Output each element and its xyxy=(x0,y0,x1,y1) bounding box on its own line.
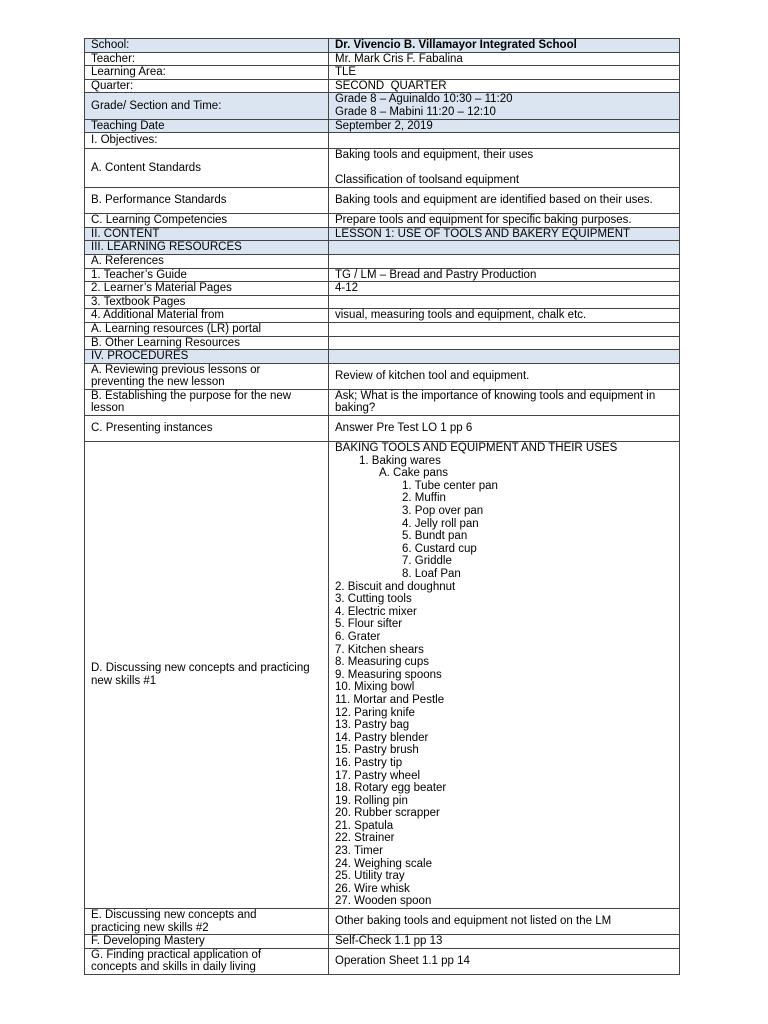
tools-list-item: 17. Pastry wheel xyxy=(335,769,421,782)
value-school: Dr. Vivencio B. Villamayor Integrated School xyxy=(329,39,680,53)
label-teacher: Teacher: xyxy=(85,52,329,66)
value-content-standards xyxy=(329,149,680,188)
tools-list-item: 8. Loaf Pan xyxy=(402,568,461,580)
tools-list-item: 3. Pop over pan xyxy=(402,505,484,518)
tools-list-item: 11. Mortar and Pestle xyxy=(335,693,445,706)
tools-list-item: 8. Measuring cups xyxy=(335,656,429,669)
content-standards-line-1: Baking tools and equipment, their uses xyxy=(335,149,534,162)
label-reviewing xyxy=(85,363,329,389)
tools-list-item: 15. Pastry brush xyxy=(335,744,419,757)
row-reviewing xyxy=(85,363,680,389)
tools-list-item: 25. Utility tray xyxy=(335,870,405,883)
value-application: Operation Sheet 1.1 pp 14 xyxy=(329,948,680,974)
row-objectives-heading xyxy=(85,133,680,149)
tools-list-item: 21. Spatula xyxy=(335,819,394,832)
tools-list-item: 4. Jelly roll pan xyxy=(402,517,479,530)
row-learners-material xyxy=(85,282,680,296)
value-reviewing: Review of kitchen tool and equipment. xyxy=(329,363,680,389)
value-grade-section xyxy=(329,93,680,119)
tools-list-item: 26. Wire whisk xyxy=(335,882,410,895)
label-textbook-pages: 3. Textbook Pages xyxy=(85,295,329,309)
label-learning-area: Learning Area: xyxy=(85,66,329,80)
row-performance-standards xyxy=(85,188,680,214)
label-additional-material: 4. Additional Material from xyxy=(85,309,329,323)
grade-line-2: Grade 8 – Mabini 11:20 – 12:10 xyxy=(335,105,496,118)
value-establishing: Ask; What is the importance of knowing tools and equipment in baking? xyxy=(329,389,680,415)
label-other-resources: B. Other Learning Resources xyxy=(85,336,329,350)
row-school xyxy=(85,39,680,53)
value-textbook-pages xyxy=(329,295,680,309)
value-quarter: SECOND QUARTER xyxy=(329,79,680,93)
row-teachers-guide xyxy=(85,268,680,282)
value-additional-material: visual, measuring tools and equipment, chalk etc. xyxy=(329,309,680,323)
tools-list-item: 14. Pastry blender xyxy=(335,731,429,744)
tools-list-item: 3. Cutting tools xyxy=(335,593,412,606)
row-quarter xyxy=(85,79,680,93)
tools-list-item: 5. Flour sifter xyxy=(335,618,403,631)
label-application xyxy=(85,948,329,974)
content-standards-line-2 xyxy=(335,162,673,175)
value-other-resources xyxy=(329,336,680,350)
tools-list-item: 12. Paring knife xyxy=(335,706,415,719)
row-presenting xyxy=(85,416,680,442)
value-learners-material: 4-12 xyxy=(329,282,680,296)
row-discussing-2 xyxy=(85,909,680,935)
value-discussing-2: Other baking tools and equipment not listed on the LM xyxy=(329,909,680,935)
tools-list-item: 2. Muffin xyxy=(402,492,446,505)
label-quarter: Quarter: xyxy=(85,79,329,93)
value-learning-area: TLE xyxy=(329,66,680,80)
label-teaching-date: Teaching Date xyxy=(85,119,329,133)
value-mastery: Self-Check 1.1 pp 13 xyxy=(329,935,680,949)
label-presenting: C. Presenting instances xyxy=(85,416,329,442)
tools-list-item: 7. Griddle xyxy=(402,555,452,568)
label-performance-standards: B. Performance Standards xyxy=(85,188,329,214)
row-additional-material xyxy=(85,309,680,323)
objectives-empty xyxy=(329,133,680,149)
tools-list-item: 24. Weighing scale xyxy=(335,857,432,870)
tools-list-item: 18. Rotary egg beater xyxy=(335,782,447,795)
row-textbook-pages xyxy=(85,295,680,309)
learning-resources-heading: III. LEARNING RESOURCES xyxy=(85,241,329,255)
row-learning-competencies xyxy=(85,214,680,228)
learning-resources-empty xyxy=(329,241,680,255)
value-learning-competencies: Prepare tools and equipment for specific baking purposes. xyxy=(329,214,680,228)
reviewing-line-1: A. Reviewing previous lessons or xyxy=(91,363,261,376)
value-lr-portal xyxy=(329,322,680,336)
label-discussing-1: D. Discussing new concepts and practicing new skills #1 xyxy=(85,442,329,909)
tools-list-item: 4. Electric mixer xyxy=(335,605,417,618)
row-learning-area xyxy=(85,66,680,80)
tools-list-item: 27. Wooden spoon xyxy=(335,895,432,908)
lesson-plan-table xyxy=(84,38,680,975)
tools-list-item: 1. Tube center pan xyxy=(402,479,498,492)
label-grade-section: Grade/ Section and Time: xyxy=(85,93,329,119)
grade-line-1: Grade 8 – Aguinaldo 10:30 – 11:20 xyxy=(335,93,513,106)
label-learning-competencies: C. Learning Competencies xyxy=(85,214,329,228)
tools-list-item: 2. Biscuit and doughnut xyxy=(335,580,456,593)
label-lr-portal: A. Learning resources (LR) portal xyxy=(85,322,329,336)
value-performance-standards: Baking tools and equipment are identified based on their uses. xyxy=(329,188,680,214)
row-grade-section xyxy=(85,93,680,119)
value-teachers-guide: TG / LM – Bread and Pastry Production xyxy=(329,268,680,282)
tools-list-item: 7. Kitchen shears xyxy=(335,643,424,656)
row-mastery xyxy=(85,935,680,949)
row-teacher xyxy=(85,52,680,66)
label-content: II. CONTENT xyxy=(85,227,329,241)
row-teaching-date xyxy=(85,119,680,133)
row-establishing xyxy=(85,389,680,415)
tools-list-item: 6. Grater xyxy=(335,630,381,643)
tools-list-item: 22. Strainer xyxy=(335,832,395,845)
procedures-empty xyxy=(329,350,680,364)
row-learning-resources-heading xyxy=(85,241,680,255)
tools-list-item: 20. Rubber scrapper xyxy=(335,807,440,820)
tools-list-item: 9. Measuring spoons xyxy=(335,668,442,681)
value-references xyxy=(329,254,680,268)
label-references: A. References xyxy=(85,254,329,268)
value-content: LESSON 1: USE OF TOOLS AND BAKERY EQUIPMENT xyxy=(329,227,680,241)
label-establishing: B. Establishing the purpose for the new lesson xyxy=(85,389,329,415)
application-line-2: concepts and skills in daily living xyxy=(91,961,256,974)
tools-list-item: 5. Bundt pan xyxy=(402,530,468,543)
tools-list-item: 23. Timer xyxy=(335,845,383,858)
row-content xyxy=(85,227,680,241)
tools-list-item: BAKING TOOLS AND EQUIPMENT AND THEIR USES xyxy=(335,442,618,455)
tools-list-item: 6. Custard cup xyxy=(402,542,477,555)
tools-list-item: 13. Pastry bag xyxy=(335,719,410,732)
discussing-2-line-1: E. Discussing new concepts and xyxy=(91,909,257,922)
tools-list-item: A. Cake pans xyxy=(379,467,449,480)
discussing-2-line-2: practicing new skills #2 xyxy=(91,921,209,934)
label-learners-material: 2. Learner’s Material Pages xyxy=(85,282,329,296)
tools-list-item: 16. Pastry tip xyxy=(335,756,403,769)
application-line-1: G. Finding practical application of xyxy=(91,948,262,961)
tools-list-item: 19. Rolling pin xyxy=(335,794,408,807)
label-teachers-guide: 1. Teacher’s Guide xyxy=(85,268,329,282)
objectives-heading: I. Objectives: xyxy=(85,133,329,149)
label-discussing-2 xyxy=(85,909,329,935)
tools-list-item: 10. Mixing bowl xyxy=(335,681,415,694)
value-presenting: Answer Pre Test LO 1 pp 6 xyxy=(329,416,680,442)
label-mastery: F. Developing Mastery xyxy=(85,935,329,949)
row-application xyxy=(85,948,680,974)
row-other-resources xyxy=(85,336,680,350)
tools-list xyxy=(329,442,680,909)
value-teaching-date: September 2, 2019 xyxy=(329,119,680,133)
row-discussing-1 xyxy=(85,442,680,909)
procedures-heading: IV. PROCEDURES xyxy=(85,350,329,364)
row-content-standards xyxy=(85,149,680,188)
content-standards-line-3: Classification of toolsand equipment xyxy=(335,174,520,187)
row-references xyxy=(85,254,680,268)
reviewing-line-2: preventing the new lesson xyxy=(91,376,225,389)
label-school: School: xyxy=(85,39,329,53)
value-teacher: Mr. Mark Cris F. Fabalina xyxy=(329,52,680,66)
label-content-standards: A. Content Standards xyxy=(85,149,329,188)
row-procedures-heading xyxy=(85,350,680,364)
tools-list-item: 1. Baking wares xyxy=(359,454,441,467)
row-lr-portal xyxy=(85,322,680,336)
